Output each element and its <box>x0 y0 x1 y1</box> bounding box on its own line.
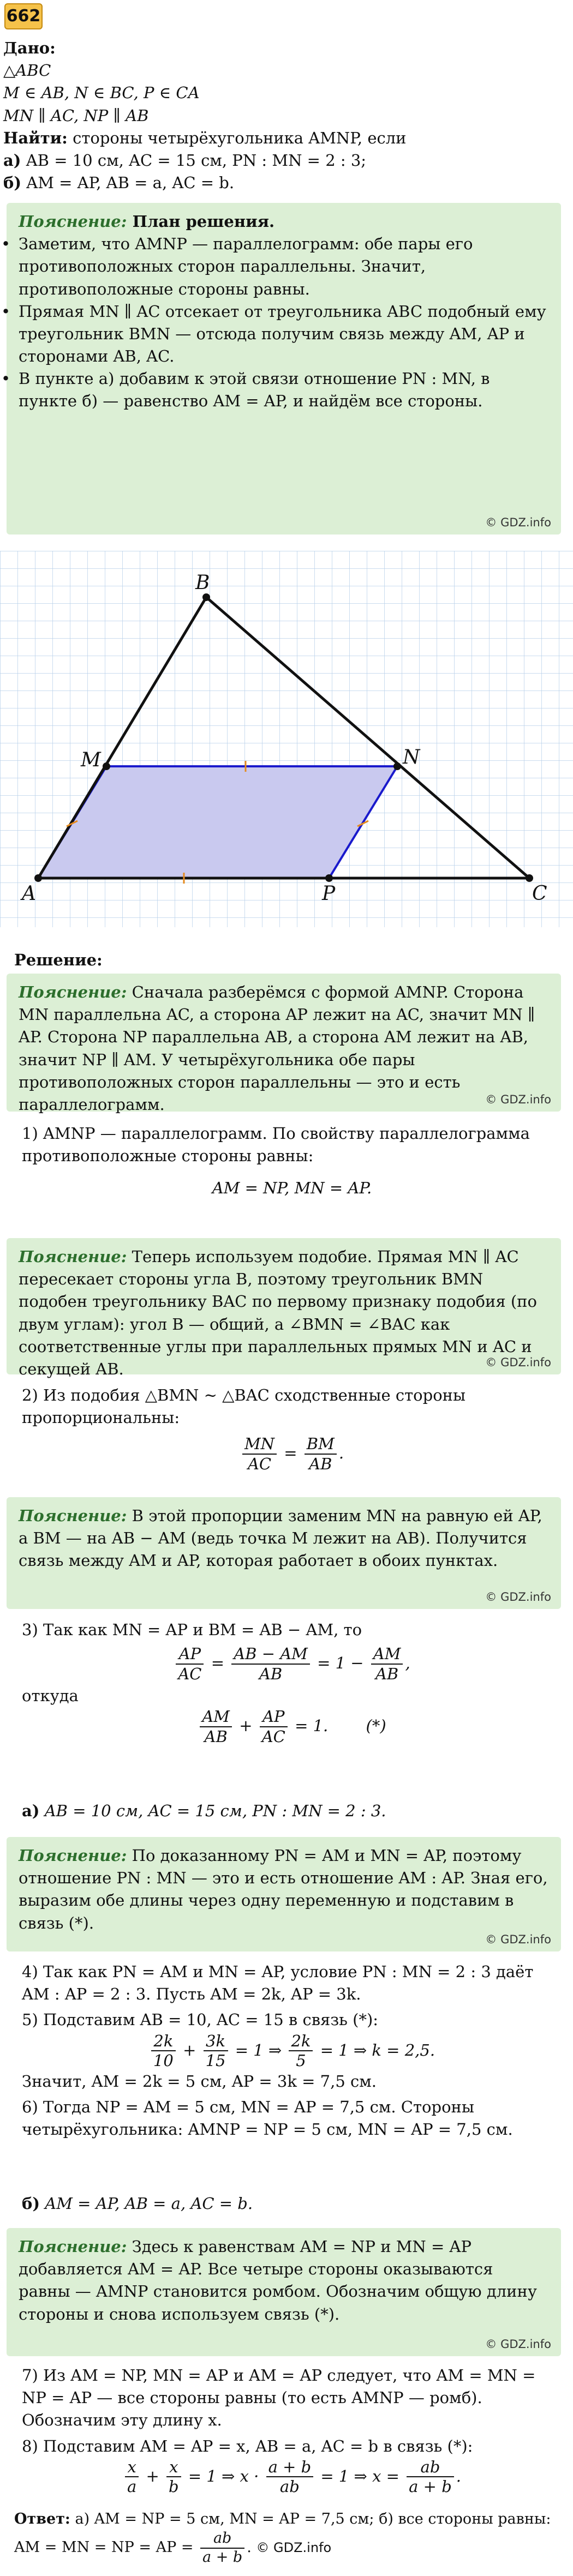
part-b-text: AM = AP, AB = a, AC = b. <box>40 2194 253 2213</box>
given-block <box>3 37 565 194</box>
equals: = <box>284 1444 297 1463</box>
plan-bullet-2: • Прямая MN ∥ AC отсекает от треугольника ABC подобный ему треугольник BMN — отсюда получим связь между AM, AP и сторонами AB, AC. <box>19 301 549 368</box>
step-5-result: Значит, AM = 2k = 5 см, AP = 3k = 7,5 см. <box>22 2072 377 2091</box>
fraction <box>407 2458 454 2497</box>
denominator: AC <box>178 1664 202 1683</box>
note-5-label: Пояснение: <box>19 2237 127 2256</box>
fraction <box>151 2032 176 2071</box>
numerator: 2k <box>289 2032 313 2052</box>
plan-box <box>7 203 561 535</box>
case-a-line <box>3 149 565 172</box>
figure-svg <box>0 551 573 927</box>
step-2 <box>22 1384 562 1474</box>
fraction <box>242 1434 277 1474</box>
case-b-label: б) <box>3 173 22 193</box>
denominator: AB <box>259 1664 283 1683</box>
numerator: 3k <box>204 2032 228 2052</box>
given-line-2: M ∈ AB, N ∈ BC, P ∈ CA <box>3 83 200 103</box>
copyright: © GDZ.info <box>485 2338 551 2351</box>
step-3-formula <box>22 1644 562 1684</box>
case-b-text: AM = AP, AB = a, AC = b. <box>21 173 235 193</box>
step-1 <box>22 1122 562 1200</box>
note-2 <box>7 1238 561 1378</box>
fraction <box>200 2530 244 2566</box>
numerator: AP <box>260 1707 288 1727</box>
label-n: N <box>403 746 420 768</box>
geometry-figure <box>0 551 573 927</box>
find-text: стороны четырёхугольника AMNP, если <box>67 128 407 147</box>
point-p <box>325 874 333 882</box>
step-1-text: 1) AMNP — параллелограмм. По свойству параллелограмма противоположные стороны равны: <box>22 1124 530 1166</box>
note-4-label: Пояснение: <box>19 1846 127 1865</box>
fraction <box>289 2032 313 2071</box>
k-result: = 1 ⇒ k = 2,5. <box>320 2040 435 2059</box>
note-1 <box>7 974 561 1112</box>
step-3-text: 3) Так как MN = AP и BM = AB − AM, то <box>22 1620 362 1639</box>
note-1-label: Пояснение: <box>19 983 127 1001</box>
numerator: 2k <box>151 2032 176 2052</box>
numerator: BM <box>305 1434 337 1455</box>
plan-title-rest: План решения. <box>127 212 275 231</box>
relation-star <box>22 1707 562 1746</box>
denominator: b <box>169 2477 179 2496</box>
denominator: AC <box>261 1727 285 1746</box>
solution-title: Решение: <box>14 951 103 969</box>
equals-one: = 1. <box>295 1716 329 1735</box>
case-b-line <box>3 172 565 194</box>
case-a-label: а) <box>3 151 21 170</box>
solution-title-block <box>14 949 554 971</box>
note-4 <box>7 1837 561 1951</box>
denominator: AC <box>247 1455 272 1474</box>
label-b: B <box>195 572 210 594</box>
copyright: © GDZ.info <box>485 1590 551 1604</box>
part-b-heading <box>22 2193 562 2215</box>
step-8: 8) Подставим AM = AP = x, AB = a, AC = b в связь (*): <box>22 2436 473 2455</box>
answer-label: Ответ: <box>14 2511 70 2527</box>
part-a-text: AB = 10 см, AC = 15 см, PN : MN = 2 : 3. <box>39 1802 386 1820</box>
denominator: 10 <box>153 2051 174 2070</box>
numerator: ab <box>407 2458 454 2478</box>
point-m <box>103 762 110 770</box>
note-4-text: По доказанному PN = AM и MN = AP, поэтому отношение PN : MN — это и есть отношение AM : AP. Зная его, выразим обе длины через одну переменную и подставим в связь (*). <box>19 1846 548 1932</box>
plan-title: Пояснение: <box>19 212 127 231</box>
denominator: AB <box>375 1664 399 1683</box>
fraction <box>305 1434 337 1474</box>
numerator: AB − AM <box>231 1644 310 1665</box>
note-5 <box>7 2228 561 2356</box>
numerator: ab <box>200 2530 244 2548</box>
numerator: MN <box>242 1434 277 1455</box>
step-1-formula: AM = NP, MN = AP. <box>212 1179 372 1198</box>
otkuda: откуда <box>22 1686 79 1705</box>
denominator: 5 <box>296 2051 306 2070</box>
step-2-formula <box>22 1434 562 1474</box>
note-2-label: Пояснение: <box>19 1247 127 1266</box>
steps-4-6 <box>22 1961 562 2141</box>
period: . <box>338 1444 344 1463</box>
label-a: A <box>22 882 36 905</box>
plus: + <box>183 2040 196 2059</box>
label-p: P <box>322 882 336 905</box>
note-5-text: Здесь к равенствам AM = NP и MN = AP добавляется AM = AP. Все четыре стороны оказываются равны — AMNP становится ромбом. Обозначим общую длину стороны и снова используем связь (*). <box>19 2237 537 2323</box>
step-5: 5) Подставим AB = 10, AC = 15 в связь (*): <box>22 2010 379 2029</box>
given-line-1: △ABC <box>3 61 51 80</box>
step-8-formula <box>22 2458 562 2497</box>
find-line <box>3 127 565 149</box>
given-line-3: MN ∥ AC, NP ∥ AB <box>3 106 149 125</box>
denominator: ab <box>279 2477 300 2496</box>
fraction <box>176 1644 204 1684</box>
part-a-heading <box>22 1800 562 1822</box>
find-label: Найти: <box>3 128 68 147</box>
plus: + <box>146 2466 159 2485</box>
comma: , <box>405 1653 410 1672</box>
denominator: AB <box>204 1727 228 1746</box>
implies: = 1 ⇒ <box>235 2040 282 2059</box>
note-3 <box>7 1497 561 1609</box>
fraction <box>204 2032 228 2071</box>
numerator: x <box>125 2458 139 2478</box>
step-7: 7) Из AM = NP, MN = AP и AM = AP следует, что AM = MN = NP = AP — все стороны равны (то есть AMNP — ромб). Обозначим эту длину x. <box>22 2366 536 2430</box>
period: . <box>247 2539 252 2556</box>
point-c <box>526 874 533 882</box>
plan-bullet-1: • Заметим, что AMNP — параллелограмм: обе пары его противоположных сторон параллельны. Значит, противоположные стороны равны. <box>19 233 549 301</box>
label-m: M <box>81 749 101 771</box>
note-1-text: Сначала разберёмся с формой AMNP. Сторона MN параллельна AC, а сторона AP лежит на AC, значит MN ∥ AP. Сторона NP параллельна AB, а сторона AM лежит на AB, значит NP ∥ AM. У четырёхугольника обе пары противоположных сторон параллельны — это и есть параллелограмм. <box>19 983 535 1114</box>
plan-bullet-3: • В пункте а) добавим к этой связи отношение PN : MN, в пункте б) — равенство AM = AP, и найдём все стороны. <box>19 368 549 412</box>
star-mark: (*) <box>366 1716 386 1735</box>
fraction <box>371 1644 403 1684</box>
step-4: 4) Так как PN = AM и MN = AP, условие PN : MN = 2 : 3 даёт AM : AP = 2 : 3. Пусть AM = 2k, AP = 3k. <box>22 1962 534 2004</box>
fraction <box>166 2458 181 2497</box>
point-b <box>202 593 210 601</box>
fraction <box>266 2458 314 2497</box>
x-result: = 1 ⇒ x = <box>320 2466 399 2485</box>
period: . <box>456 2466 461 2485</box>
note-3-text: В этой пропорции заменим MN на равную ей AP, а BM — на AB − AM (ведь точка M лежит на AB). Получится связь между AM и AP, которая работает в обоих пунктах. <box>19 1506 542 1570</box>
note-3-label: Пояснение: <box>19 1506 127 1525</box>
numerator: AP <box>176 1644 204 1665</box>
case-a-text: AB = 10 см, AC = 15 см, PN : MN = 2 : 3; <box>21 151 367 170</box>
steps-7-8 <box>22 2364 562 2496</box>
implies: = 1 ⇒ x · <box>188 2466 259 2485</box>
numerator: AM <box>200 1707 232 1727</box>
denominator: a + b <box>202 2548 243 2566</box>
answer-text: а) AM = NP = 5 см, MN = AP = 7,5 см; б) все стороны равны: AM = MN = NP = AP = <box>14 2511 551 2556</box>
label-c: C <box>532 882 547 905</box>
equals: = <box>211 1653 224 1672</box>
fraction <box>125 2458 139 2497</box>
denominator: AB <box>309 1455 332 1474</box>
copyright: © GDZ.info <box>256 2540 332 2556</box>
copyright: © GDZ.info <box>485 1356 551 1370</box>
denominator: 15 <box>205 2051 226 2070</box>
fraction <box>200 1707 232 1746</box>
equals-one-minus: = 1 − <box>317 1653 364 1672</box>
numerator: x <box>166 2458 181 2478</box>
copyright: © GDZ.info <box>485 1093 551 1107</box>
fraction <box>231 1644 310 1684</box>
denominator: a <box>127 2477 137 2496</box>
part-a-label: а) <box>22 1802 40 1820</box>
given-title: Дано: <box>3 39 56 57</box>
problem-number: 662 <box>4 3 43 29</box>
part-b-label: б) <box>22 2194 40 2213</box>
copyright: © GDZ.info <box>485 1933 551 1947</box>
numerator: a + b <box>266 2458 314 2478</box>
answer-block <box>14 2509 565 2566</box>
step-5-formula <box>22 2032 562 2071</box>
copyright: © GDZ.info <box>485 516 551 530</box>
numerator: AM <box>371 1644 403 1665</box>
fraction <box>260 1707 288 1746</box>
denominator: a + b <box>409 2477 452 2496</box>
step-6: 6) Тогда NP = AM = 5 см, MN = AP = 7,5 см. Стороны четырёхугольника: AMNP = NP = 5 см, MN = AP = 7,5 см. <box>22 2098 513 2139</box>
point-a <box>34 874 42 882</box>
plus: + <box>239 1716 253 1735</box>
note-2-text: Теперь используем подобие. Прямая MN ∥ AC пересекает стороны угла B, поэтому треугольник BMN подобен треугольнику BAC по первому признаку подобия (по двум углам): угол B — общий, а ∠BMN = ∠BAC как соответственные углы при параллельных прямых MN и AC и секущей AB. <box>19 1247 537 1378</box>
step-2-text: 2) Из подобия △BMN ∼ △BAC сходственные стороны пропорциональны: <box>22 1386 466 1427</box>
point-n <box>393 762 401 770</box>
step-3 <box>22 1619 562 1746</box>
